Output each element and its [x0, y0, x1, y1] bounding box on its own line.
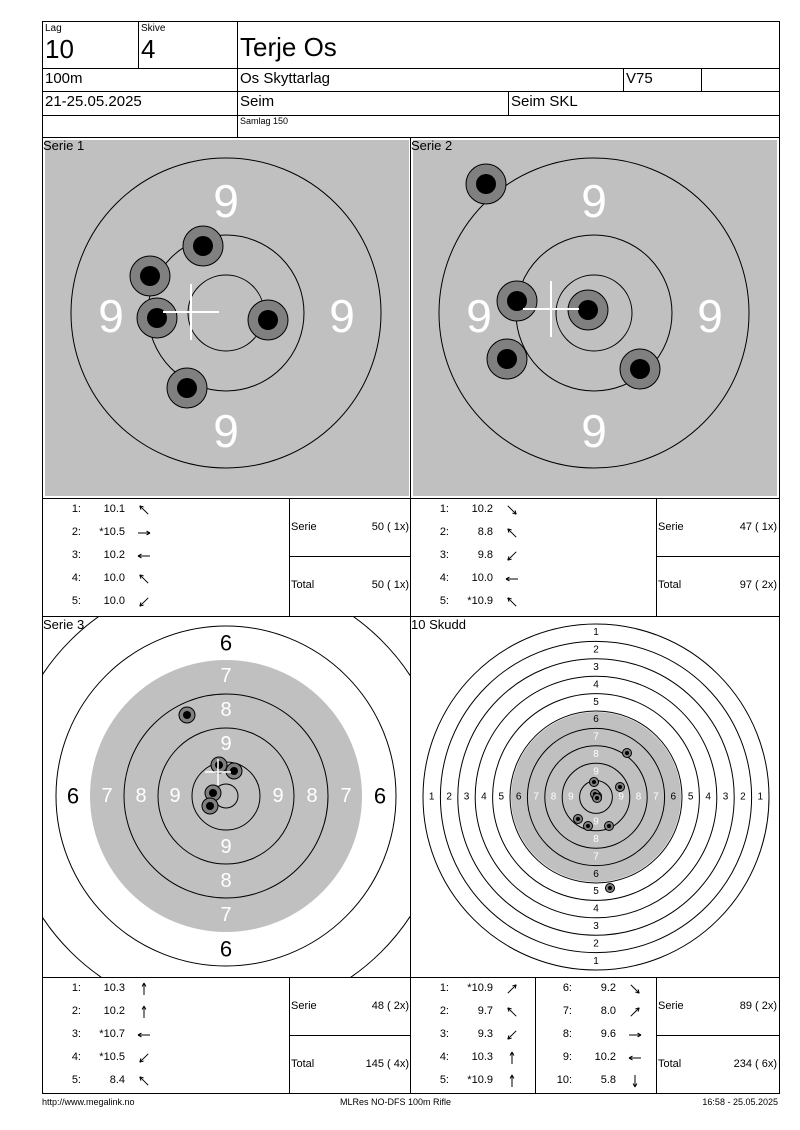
- shot-center: [476, 174, 496, 194]
- footer-timestamp: 16:58 - 25.05.2025: [702, 1097, 778, 1107]
- ring-label: 6: [670, 791, 677, 803]
- event: Samlag 150: [240, 116, 289, 126]
- serie-label: Serie: [291, 521, 317, 533]
- ring-label: 4: [593, 903, 599, 915]
- target-10-skudd: [410, 616, 780, 978]
- direction-down-right-icon: [503, 503, 521, 517]
- ring-label: 3: [593, 662, 599, 673]
- serie-row: [657, 499, 779, 557]
- ring-label: 8: [220, 699, 232, 721]
- direction-left-icon: [503, 572, 521, 586]
- shot-number: 3:: [71, 549, 81, 561]
- organizer: Seim SKL: [511, 93, 578, 110]
- ring-label: 2: [740, 791, 746, 803]
- serie-row: [657, 978, 779, 1036]
- ring-label: 8: [593, 834, 599, 845]
- ring-label: 6: [66, 783, 80, 809]
- ring-label: 7: [220, 665, 232, 687]
- shot-value: 10.1: [103, 503, 125, 515]
- shot-center: [625, 751, 629, 755]
- shot-number: 7:: [562, 1005, 572, 1017]
- serie-row: [290, 978, 411, 1036]
- shots-serie-1: [42, 498, 411, 617]
- shot-value: *10.9: [467, 1074, 493, 1086]
- shot-direction: [135, 572, 153, 586]
- shot-value: 9.3: [477, 1028, 493, 1040]
- total-row: [290, 1036, 411, 1094]
- shot-number: 2:: [71, 526, 81, 538]
- serie-value: 50 ( 1x): [371, 521, 409, 533]
- shot-center: [607, 824, 611, 828]
- shot-value: 10.2: [103, 1005, 125, 1017]
- ring-label: 8: [593, 749, 599, 760]
- shot-number: 4:: [71, 1051, 81, 1063]
- shot-direction: [503, 1074, 521, 1088]
- shots-serie-2: [410, 498, 780, 617]
- direction-up-icon: [503, 1051, 521, 1065]
- ring-label: 6: [373, 783, 387, 809]
- ring-label: 4: [593, 679, 599, 691]
- ring-label: 9: [568, 791, 574, 803]
- shot-direction: [503, 503, 521, 517]
- shot-direction: [503, 1051, 521, 1065]
- shot-direction: [135, 526, 153, 540]
- shot-number: 4:: [439, 572, 449, 584]
- direction-up-icon: [135, 1005, 153, 1019]
- serie-label: Serie: [658, 521, 684, 533]
- shot-number: 3:: [439, 1028, 449, 1040]
- ring-label: 8: [635, 791, 642, 803]
- shot-direction: [503, 572, 521, 586]
- total-label: Total: [658, 1058, 682, 1070]
- lag-cell: [42, 21, 139, 69]
- shot-number: 2:: [439, 526, 449, 538]
- shot-number: 3:: [439, 549, 449, 561]
- total-value: 145 ( 4x): [365, 1058, 409, 1070]
- ring-label: 6: [219, 936, 233, 962]
- total-value: 97 ( 2x): [739, 579, 777, 591]
- ring-label: 9: [213, 175, 239, 227]
- ring-label: 9: [466, 290, 492, 342]
- total-value: 50 ( 1x): [371, 579, 409, 591]
- shot-number: 1:: [71, 982, 81, 994]
- shot-direction: [626, 1074, 644, 1088]
- shots-serie-3: [42, 977, 411, 1094]
- skive-label: Skive: [141, 23, 166, 34]
- ring-label: 3: [463, 791, 470, 803]
- ring-label: 9: [98, 290, 124, 342]
- club-cell: [237, 68, 624, 92]
- empty-cell: [701, 68, 780, 92]
- zoom-target-2: [411, 138, 780, 499]
- shot-value: *10.9: [467, 982, 493, 994]
- full-target: [411, 617, 780, 978]
- direction-right-icon: [135, 526, 153, 540]
- ring-label: 9: [220, 836, 232, 858]
- shot-center: [586, 824, 590, 828]
- shot-value: *10.5: [99, 526, 125, 538]
- ring-label: 7: [593, 731, 599, 743]
- ring-label: 1: [593, 955, 599, 967]
- ring-label: 9: [329, 290, 355, 342]
- ring-label: 9: [581, 405, 607, 457]
- zoom-target-1: [43, 138, 411, 499]
- panel-title: Serie 1: [43, 138, 85, 153]
- ring-label: 9: [618, 791, 624, 803]
- lag-label: Lag: [45, 23, 62, 34]
- direction-up-left-icon: [503, 595, 521, 609]
- ring-label: 9: [581, 175, 607, 227]
- ring-label: 6: [515, 791, 522, 803]
- shot-center: [258, 310, 278, 330]
- shot-center: [497, 349, 517, 369]
- shot-center: [578, 300, 598, 320]
- shot-number: 5:: [439, 595, 449, 607]
- ring-label: 7: [593, 851, 599, 863]
- total-value: 234 ( 6x): [733, 1058, 777, 1070]
- ring-label: 1: [757, 791, 764, 803]
- shot-value: 5.8: [600, 1074, 616, 1086]
- direction-down-left-icon: [503, 549, 521, 563]
- panel-title: Serie 2: [411, 138, 453, 153]
- shot-value: 9.6: [600, 1028, 616, 1040]
- shot-value: 9.8: [477, 549, 493, 561]
- club: Os Skyttarlag: [240, 70, 331, 87]
- serie-value: 47 ( 1x): [739, 521, 777, 533]
- shot-direction: [135, 503, 153, 517]
- ring-label: 9: [220, 733, 232, 755]
- shot-number: 3:: [71, 1028, 81, 1040]
- ring-label: 2: [446, 791, 452, 803]
- shot-direction: [503, 595, 521, 609]
- ring-label: 8: [550, 791, 557, 803]
- shot-number: 6:: [562, 982, 572, 994]
- shot-direction: [626, 1005, 644, 1019]
- ring-label: 6: [593, 714, 599, 726]
- direction-right-icon: [626, 1028, 644, 1042]
- shot-value: 10.2: [471, 503, 493, 515]
- shot-center: [183, 711, 191, 719]
- shot-value: 8.8: [477, 526, 493, 538]
- direction-up-right-icon: [503, 982, 521, 996]
- shot-number: 1:: [71, 503, 81, 515]
- serie-row: [290, 499, 411, 557]
- ring-label: 3: [593, 921, 599, 932]
- date: 21-25.05.2025: [45, 93, 142, 110]
- blank-cell: [42, 115, 238, 138]
- ring-label: 5: [593, 886, 599, 898]
- ring-label: 7: [533, 791, 539, 803]
- shot-number: 2:: [71, 1005, 81, 1017]
- total-row: [290, 557, 411, 615]
- ring-label: 9: [593, 766, 599, 778]
- shot-center: [592, 780, 596, 784]
- shot-center: [177, 378, 197, 398]
- shot-center: [595, 796, 599, 800]
- shot-number: 5:: [439, 1074, 449, 1086]
- shot-number: 4:: [439, 1051, 449, 1063]
- summary-box: [656, 499, 779, 616]
- name-cell: [237, 21, 780, 69]
- direction-down-right-icon: [626, 982, 644, 996]
- shots-10-skudd: [410, 977, 780, 1094]
- class: V75: [626, 70, 653, 87]
- direction-down-left-icon: [135, 1051, 153, 1065]
- shot-center: [140, 266, 160, 286]
- lag-value: 10: [45, 34, 74, 64]
- shot-center: [209, 789, 217, 797]
- serie-label: Serie: [658, 1000, 684, 1012]
- serie-value: 48 ( 2x): [371, 1000, 409, 1012]
- serie-label: Serie: [291, 1000, 317, 1012]
- column-divider: [535, 978, 536, 1093]
- shot-value: *10.9: [467, 595, 493, 607]
- shot-value: 10.2: [594, 1051, 616, 1063]
- shot-number: 4:: [71, 572, 81, 584]
- shot-center: [608, 886, 612, 890]
- shooter-name: Terje Os: [240, 32, 337, 62]
- ring-label: 2: [593, 644, 599, 656]
- summary-box: [656, 978, 779, 1093]
- summary-box: [289, 499, 411, 616]
- distance-cell: [42, 68, 238, 92]
- total-label: Total: [291, 1058, 315, 1070]
- shot-value: 10.0: [471, 572, 493, 584]
- organizer-cell: [508, 91, 780, 116]
- total-label: Total: [658, 579, 682, 591]
- serie-value: 89 ( 2x): [739, 1000, 777, 1012]
- event-cell: [237, 115, 780, 138]
- direction-up-left-icon: [503, 526, 521, 540]
- direction-left-icon: [626, 1051, 644, 1065]
- shot-number: 8:: [562, 1028, 572, 1040]
- shot-center: [618, 785, 622, 789]
- ring-label: 9: [169, 785, 181, 807]
- ring-label: 3: [722, 791, 729, 803]
- direction-left-icon: [135, 1028, 153, 1042]
- shot-direction: [135, 1005, 153, 1019]
- place-cell: [237, 91, 509, 116]
- shot-direction: [135, 1028, 153, 1042]
- ring-label: 7: [101, 785, 113, 807]
- shot-center: [576, 817, 580, 821]
- shot-center: [630, 359, 650, 379]
- shot-center: [206, 802, 214, 810]
- ring-label: 6: [593, 868, 599, 880]
- shot-center: [193, 236, 213, 256]
- shot-value: *10.7: [99, 1028, 125, 1040]
- ring-label: 2: [593, 938, 599, 950]
- panel-title: Serie 3: [43, 617, 85, 632]
- shot-direction: [626, 1051, 644, 1065]
- shot-direction: [626, 1028, 644, 1042]
- shot-center: [215, 761, 223, 769]
- shot-number: 5:: [71, 595, 81, 607]
- ring-label: 9: [213, 405, 239, 457]
- target-3: [43, 617, 411, 978]
- shot-direction: [503, 526, 521, 540]
- shot-value: 10.2: [103, 549, 125, 561]
- total-label: Total: [291, 579, 315, 591]
- shot-direction: [135, 1051, 153, 1065]
- total-row: [657, 1036, 779, 1094]
- shot-number: 1:: [439, 982, 449, 994]
- target-serie-2: [410, 137, 780, 499]
- ring-label: 9: [697, 290, 723, 342]
- ring-label: 1: [593, 627, 599, 639]
- shot-number: 10:: [556, 1074, 572, 1086]
- shot-direction: [135, 1074, 153, 1088]
- shot-direction: [503, 1005, 521, 1019]
- ring-label: 7: [220, 904, 232, 926]
- direction-up-icon: [135, 982, 153, 996]
- shot-value: *10.5: [99, 1051, 125, 1063]
- footer-program: MLRes NO-DFS 100m Rifle: [340, 1097, 452, 1107]
- ring-label: 5: [687, 791, 694, 803]
- panel-title: 10 Skudd: [411, 617, 466, 632]
- shot-number: 9:: [562, 1051, 572, 1063]
- shot-value: 10.3: [471, 1051, 493, 1063]
- ring-label: 9: [272, 785, 284, 807]
- shot-number: 5:: [71, 1074, 81, 1086]
- ring-label: 6: [219, 630, 233, 656]
- class-cell: [623, 68, 702, 92]
- shot-value: 10.0: [103, 572, 125, 584]
- ring-label: 4: [705, 791, 711, 803]
- shot-value: 9.7: [477, 1005, 493, 1017]
- shot-number: 1:: [439, 503, 449, 515]
- shot-number: 2:: [439, 1005, 449, 1017]
- ring-label: 8: [220, 870, 232, 892]
- ring-label: 7: [340, 785, 352, 807]
- ring-label: 7: [653, 791, 659, 803]
- ring-label: 8: [135, 785, 147, 807]
- shot-direction: [135, 982, 153, 996]
- direction-down-icon: [626, 1074, 644, 1088]
- ring-label: 5: [498, 791, 505, 803]
- shot-direction: [626, 982, 644, 996]
- direction-down-left-icon: [503, 1028, 521, 1042]
- date-cell: [42, 91, 238, 116]
- skive-cell: [138, 21, 238, 69]
- shot-direction: [503, 549, 521, 563]
- target-serie-1: [42, 137, 411, 499]
- shot-direction: [135, 549, 153, 563]
- direction-up-left-icon: [135, 572, 153, 586]
- shot-center: [230, 767, 238, 775]
- total-row: [657, 557, 779, 615]
- shot-value: 8.0: [600, 1005, 616, 1017]
- direction-up-right-icon: [626, 1005, 644, 1019]
- ring-label: 5: [593, 696, 599, 708]
- ring-label: 4: [481, 791, 487, 803]
- direction-up-icon: [503, 1074, 521, 1088]
- shot-value: 8.4: [109, 1074, 125, 1086]
- ring-label: 1: [428, 791, 435, 803]
- ring-label: 9: [593, 816, 599, 828]
- direction-up-left-icon: [135, 1074, 153, 1088]
- shot-direction: [135, 595, 153, 609]
- shot-value: 10.3: [103, 982, 125, 994]
- place: Seim: [240, 93, 275, 110]
- shot-value: 10.0: [103, 595, 125, 607]
- shot-value: 9.2: [600, 982, 616, 994]
- direction-up-left-icon: [135, 503, 153, 517]
- ring-label: 8: [306, 785, 318, 807]
- footer-link[interactable]: http://www.megalink.no: [42, 1097, 135, 1107]
- distance: 100m: [45, 70, 83, 87]
- skive-value: 4: [141, 34, 156, 64]
- direction-up-left-icon: [503, 1005, 521, 1019]
- shot-direction: [503, 1028, 521, 1042]
- shot-direction: [503, 982, 521, 996]
- direction-left-icon: [135, 549, 153, 563]
- target-serie-3: [42, 616, 411, 978]
- direction-down-left-icon: [135, 595, 153, 609]
- summary-box: [289, 978, 411, 1093]
